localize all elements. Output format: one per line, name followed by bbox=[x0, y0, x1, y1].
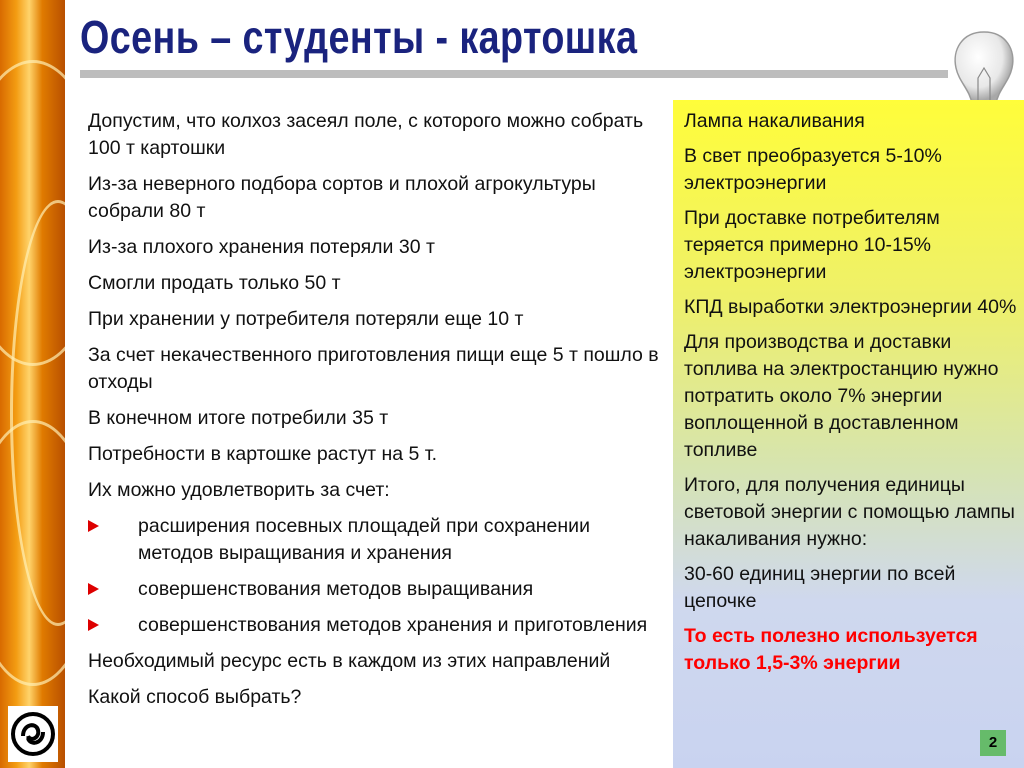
left-paragraph: Какой способ выбрать? bbox=[88, 686, 302, 708]
logo bbox=[8, 706, 58, 762]
left-paragraph: Из-за неверного подбора сортов и плохой агрокультуры собрали 80 т bbox=[88, 173, 596, 222]
left-paragraph: В конечном итоге потребили 35 т bbox=[88, 407, 389, 429]
left-paragraph: Из-за плохого хранения потеряли 30 т bbox=[88, 236, 435, 258]
right-paragraph: Итого, для получения единицы световой энергии с помощью лампы накаливания нужно: bbox=[684, 474, 1015, 550]
right-text-column bbox=[684, 108, 1019, 685]
sub-item-text: совершенствования методов хранения и приготовления bbox=[138, 614, 648, 636]
right-paragraph: Для производства и доставки топлива на электростанцию нужно потратить около 7% энергии воплощенной в доставленном топливе bbox=[684, 331, 999, 461]
logo-icon bbox=[8, 706, 58, 762]
arrow-bullet-icon bbox=[88, 583, 99, 595]
sub-item-text: расширения посевных площадей при сохранении методов выращивания и хранения bbox=[138, 515, 590, 564]
left-paragraph: Смогли продать только 50 т bbox=[88, 272, 341, 294]
arrow-bullet-icon bbox=[88, 619, 99, 631]
left-paragraph: При хранении у потребителя потеряли еще 10 т bbox=[88, 308, 524, 330]
sub-item-text: совершенствования методов выращивания bbox=[138, 578, 534, 600]
page-number-badge: 2 bbox=[980, 730, 1006, 756]
right-paragraph: 30-60 единиц энергии по всей цепочке bbox=[684, 563, 956, 612]
left-paragraph: Допустим, что колхоз засеял поле, с которого можно собрать 100 т картошки bbox=[88, 110, 644, 159]
slide-title: Осень – студенты - картошка bbox=[80, 11, 638, 63]
sub-list-item bbox=[88, 513, 668, 567]
left-paragraph: Необходимый ресурс есть в каждом из этих направлений bbox=[88, 650, 611, 672]
sub-list-item bbox=[88, 612, 668, 639]
left-text-column bbox=[88, 108, 668, 720]
sub-list-item bbox=[88, 576, 668, 603]
right-paragraph: В свет преобразуется 5-10% электроэнергии bbox=[684, 145, 942, 194]
right-paragraph: КПД выработки электроэнергии 40% bbox=[684, 296, 1017, 318]
arrow-bullet-icon bbox=[88, 520, 99, 532]
title-divider bbox=[80, 70, 948, 78]
right-paragraph: Лампа накаливания bbox=[684, 110, 865, 132]
right-paragraph: При доставке потребителям теряется примерно 10-15% электроэнергии bbox=[684, 207, 940, 283]
left-paragraph: За счет некачественного приготовления пищи еще 5 т пошло в отходы bbox=[88, 344, 659, 393]
left-paragraph: Их можно удовлетворить за счет: bbox=[88, 479, 390, 501]
left-paragraph: Потребности в картошке растут на 5 т. bbox=[88, 443, 437, 465]
decorative-side-strip bbox=[0, 0, 65, 768]
highlight-conclusion: То есть полезно используется только 1,5-3% энергии bbox=[684, 625, 978, 674]
